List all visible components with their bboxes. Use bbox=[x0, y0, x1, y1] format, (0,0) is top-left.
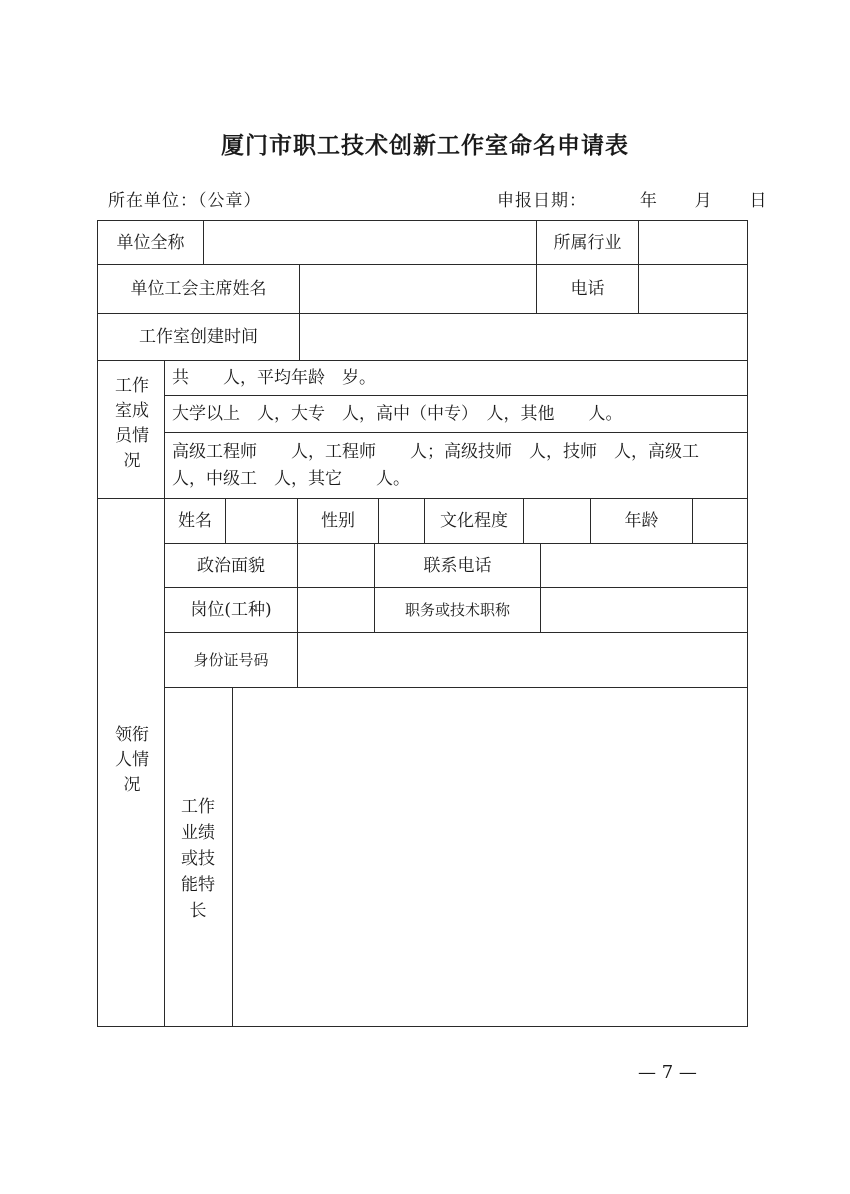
leader-title-field[interactable] bbox=[541, 588, 747, 632]
leader-contact-phone-field[interactable] bbox=[541, 544, 747, 587]
form-title: 厦门市职工技术创新工作室命名申请表 bbox=[221, 133, 629, 159]
phone-label: 电话 bbox=[570, 279, 605, 299]
leader-achievements-field[interactable] bbox=[233, 688, 747, 1026]
union-chair-label: 单位工会主席姓名 bbox=[130, 279, 267, 299]
founded-date-label: 工作室创建时间 bbox=[139, 327, 258, 347]
leader-gender-field[interactable] bbox=[379, 499, 424, 543]
date-year: 年 bbox=[639, 191, 658, 211]
industry-field[interactable] bbox=[639, 221, 747, 264]
unit-full-name-label: 单位全称 bbox=[116, 232, 185, 253]
union-chair-field[interactable] bbox=[300, 265, 536, 313]
members-education-line: 大学以上 人，大专 人，高中（中专） 人，其他 人。 bbox=[172, 404, 623, 424]
leader-gender-label: 性别 bbox=[321, 511, 355, 531]
leader-age-field[interactable] bbox=[693, 499, 747, 543]
leader-position-label: 岗位(工种) bbox=[190, 600, 272, 620]
members-section-label: 工作室成员情况 bbox=[115, 376, 149, 471]
leader-education-label: 文化程度 bbox=[440, 511, 508, 531]
leader-id-number-field[interactable] bbox=[298, 633, 747, 687]
leader-id-number-label: 身份证号码 bbox=[193, 651, 269, 669]
leader-name-field[interactable] bbox=[226, 499, 297, 543]
date-month: 月 bbox=[694, 191, 713, 211]
leader-name-label: 姓名 bbox=[178, 511, 212, 531]
date-label: 申报日期： bbox=[497, 191, 587, 211]
leader-politics-field[interactable] bbox=[298, 544, 374, 587]
leader-position-field[interactable] bbox=[298, 588, 374, 632]
leader-contact-phone-label: 联系电话 bbox=[423, 555, 492, 576]
leader-achievements-label: 工作业绩或技能特长 bbox=[181, 797, 215, 921]
founded-date-field[interactable] bbox=[300, 314, 747, 360]
leader-age-label: 年龄 bbox=[624, 511, 659, 531]
leader-politics-label: 政治面貌 bbox=[197, 555, 265, 576]
members-count-line: 共 人，平均年龄 岁。 bbox=[172, 368, 376, 388]
industry-label: 所属行业 bbox=[553, 232, 622, 253]
date-day: 日 bbox=[749, 191, 768, 211]
page-number: — 7 — bbox=[638, 1062, 697, 1083]
leader-title-label: 职务或技术职称 bbox=[404, 601, 510, 619]
leader-education-field[interactable] bbox=[524, 499, 590, 543]
unit-full-name-field[interactable] bbox=[204, 221, 536, 264]
unit-seal-label: 所在单位：（公章） bbox=[108, 191, 262, 211]
leader-section-label: 领衔人情况 bbox=[115, 725, 149, 795]
phone-field[interactable] bbox=[639, 265, 747, 313]
members-title-line: 高级工程师 人，工程师 人；高级技师 人，技师 人，高级工 人，中级工 人，其它 人。 bbox=[172, 442, 716, 489]
